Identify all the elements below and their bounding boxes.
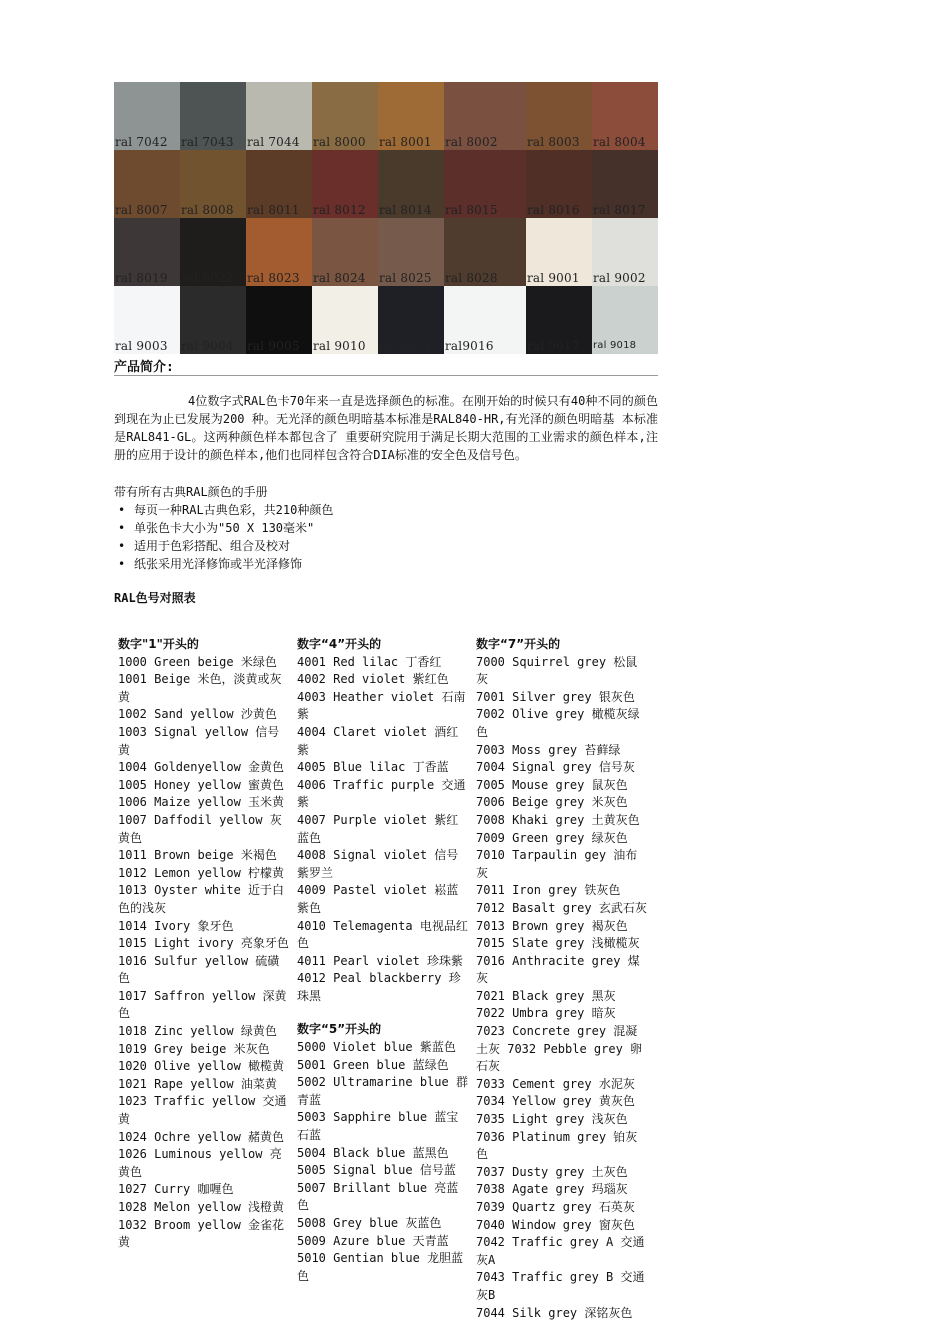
swatch-code: ral 8001 [379, 135, 432, 149]
color-swatch [526, 218, 592, 286]
swatch-code: ral 8008 [181, 203, 234, 217]
color-swatch-grid [114, 82, 658, 354]
color-entry: 1006 Maize yellow 玉米黄 [118, 795, 285, 810]
color-swatch [592, 82, 658, 150]
color-swatch [312, 218, 378, 286]
swatch-code: ral 8011 [247, 203, 300, 217]
swatch-code: ral 8000 [313, 135, 366, 149]
color-entry: 7042 Traffic grey A 交通灰A [476, 1235, 645, 1267]
bullet-icon: • [118, 503, 126, 517]
color-entry: 1013 Oyster white 近于白色的浅灰 [118, 883, 285, 915]
color-swatch [312, 286, 378, 354]
color-entry: 4004 Claret violet 酒红紫 [297, 724, 459, 757]
color-entry: 1002 Sand yellow 沙黄色 [118, 707, 277, 722]
color-entry: 4012 Peal blackberry 珍珠黑 [297, 971, 461, 1003]
swatch-code: ral 8025 [379, 271, 432, 285]
color-entry: 4002 Red violet 紫红色 [297, 672, 449, 687]
manual-title: 带有所有古典RAL颜色的手册 [114, 485, 268, 499]
list-item [114, 537, 658, 555]
color-swatch [526, 82, 592, 150]
swatch-code: ral 8004 [593, 135, 646, 149]
color-entry: 1015 Light ivory 亮象牙色 [118, 936, 289, 951]
swatch-code: ral 8022 [181, 271, 234, 285]
bullet-icon: • [118, 539, 126, 553]
color-entry: 1001 Beige 米色，淡黄或灰黄 [118, 672, 282, 704]
swatch-code: ral 8019 [115, 271, 168, 285]
swatch-code: ral 8024 [313, 271, 366, 285]
color-entry: 1032 Broom yellow 金雀花黄 [118, 1217, 285, 1250]
color-entry: 7037 Dusty grey 土灰色 [476, 1164, 628, 1179]
color-swatch [592, 150, 658, 218]
color-swatch [114, 286, 180, 354]
list-item [114, 501, 658, 519]
color-entry: 7006 Beige grey 米灰色 [476, 795, 628, 810]
color-swatch [378, 82, 444, 150]
color-entry: 7022 Umbra grey 暗灰 [476, 1006, 616, 1021]
color-entry: 1007 Daffodil yellow 灰黄色 [118, 812, 282, 845]
color-swatch [312, 150, 378, 218]
swatch-code: ral 8014 [379, 203, 432, 217]
color-swatch [444, 218, 526, 286]
color-swatch [180, 82, 246, 150]
color-swatch [444, 286, 526, 354]
color-entry: 7034 Yellow grey 黄灰色 [476, 1094, 635, 1109]
color-entry: 1004 Goldenyellow 金黄色 [118, 760, 285, 775]
color-entry: 7009 Green grey 绿灰色 [476, 830, 628, 845]
swatch-code: ral 8016 [527, 203, 580, 217]
column-heading: 数字"1"开头的 [118, 637, 199, 651]
color-entry: 7005 Mouse grey 鼠灰色 [476, 777, 628, 792]
color-entry: 1026 Luminous yellow 亮黄色 [118, 1147, 282, 1179]
color-swatch [180, 150, 246, 218]
color-swatch [312, 82, 378, 150]
color-swatch [592, 218, 658, 286]
color-entry: 4006 Traffic purple 交通紫 [297, 777, 466, 810]
color-entry: 7012 Basalt grey 玄武石灰 [476, 900, 647, 915]
color-entry: 1012 Lemon yellow 柠檬黄 [118, 865, 285, 880]
color-swatch [246, 150, 312, 218]
list-item-text: 纸张采用光泽修饰或半光泽修饰 [134, 557, 303, 571]
color-entry: 4010 Telemagenta 电视品红色 [297, 918, 468, 951]
swatch-code: ral 9017 [527, 339, 580, 353]
color-entry: 1028 Melon yellow 浅橙黄 [118, 1200, 285, 1214]
swatch-code: ral 7043 [181, 135, 234, 149]
color-entry: 5010 Gentian blue 龙胆蓝色 [297, 1251, 464, 1283]
color-swatch [246, 82, 312, 150]
swatch-code: ral 8003 [527, 135, 580, 149]
color-swatch [180, 218, 246, 286]
color-swatch [378, 286, 444, 354]
swatch-code: ral 9005 [247, 339, 300, 353]
color-entry: 7016 Anthracite grey 煤灰 [476, 953, 640, 986]
swatch-code: ral 9011 [379, 339, 432, 353]
color-swatch [378, 218, 444, 286]
color-entry: 1023 Traffic yellow 交通黄 [118, 1094, 287, 1127]
list-item-text: 每页一种RAL古典色彩，共210种颜色 [134, 503, 334, 517]
table-title: RAL色号对照表 [114, 591, 196, 605]
color-entry: 5000 Violet blue 紫蓝色 [297, 1040, 456, 1055]
spacer [297, 1005, 469, 1021]
list-item [114, 519, 658, 537]
color-entry: 4011 Pearl violet 珍珠紫 [297, 953, 464, 968]
color-entry: 7004 Signal grey 信号灰 [476, 760, 635, 775]
color-entry: 7015 Slate grey 浅橄榄灰 [476, 936, 640, 951]
swatch-code: ral 8023 [247, 271, 300, 285]
swatch-code: ral 9001 [527, 271, 580, 285]
color-swatch [526, 150, 592, 218]
color-entry: 4008 Signal violet 信号紫罗兰 [297, 848, 459, 880]
list-item [114, 555, 658, 573]
color-entry: 1020 Olive yellow 橄榄黄 [118, 1059, 285, 1074]
swatch-code: ral 9010 [313, 339, 366, 353]
color-entry: 5009 Azure blue 天青蓝 [297, 1233, 449, 1248]
color-entry: 5003 Sapphire blue 蓝宝石蓝 [297, 1110, 459, 1143]
color-entry: 7003 Moss grey 苔藓绿 [476, 742, 621, 757]
section-title: 产品简介: [114, 356, 658, 376]
swatch-code: ral 8017 [593, 203, 646, 217]
color-swatch [114, 218, 180, 286]
color-entry: 7000 Squirrel grey 松鼠灰 [476, 654, 638, 687]
color-entry: 7033 Cement grey 水泥灰 [476, 1076, 635, 1091]
color-entry: 7008 Khaki grey 土黄灰色 [476, 812, 640, 827]
document-page [114, 82, 658, 607]
color-entry: 5005 Signal blue 信号蓝 [297, 1163, 456, 1178]
feature-list [114, 501, 658, 573]
swatch-code: ral 9002 [593, 271, 646, 285]
list-item-text: 适用于色彩搭配、组合及校对 [134, 539, 291, 553]
swatch-code: ral 8002 [445, 135, 498, 149]
column-heading: 数字“5”开头的 [297, 1022, 382, 1037]
swatch-code: ral 9018 [593, 340, 637, 351]
color-entry: 5004 Black blue 蓝黑色 [297, 1145, 449, 1160]
column-1 [118, 636, 290, 1252]
color-entry: 7043 Traffic grey B 交通灰B [476, 1270, 645, 1302]
color-entry: 1024 Ochre yellow 赭黄色 [118, 1129, 285, 1144]
color-entry: 1027 Curry 咖喱色 [118, 1182, 234, 1197]
color-entry: 7044 Silk grey 深铭灰色 [476, 1305, 633, 1320]
color-entry: 1003 Signal yellow 信号黄 [118, 724, 280, 757]
color-swatch [246, 286, 312, 354]
color-entry: 4009 Pastel violet 崧蓝紫色 [297, 883, 459, 915]
color-entry: 7021 Black grey 黑灰 [476, 988, 616, 1003]
color-entry: 5001 Green blue 蓝绿色 [297, 1057, 449, 1072]
color-entry: 7036 Platinum grey 铂灰色 [476, 1129, 638, 1162]
column-heading: 数字“7”开头的 [476, 637, 561, 651]
color-entry: 7010 Tarpaulin gey 油布灰 [476, 848, 638, 880]
color-swatch [526, 286, 592, 354]
color-swatch [378, 150, 444, 218]
color-swatch [180, 286, 246, 354]
color-entry: 7023 Concrete grey 混凝土灰 7032 Pebble grey 卵石灰 [476, 1024, 643, 1074]
swatch-code: ral 7042 [115, 135, 168, 149]
swatch-code: ral 8015 [445, 203, 498, 217]
color-entry: 5002 Ultramarine blue 群青蓝 [297, 1075, 468, 1107]
color-entry: 5008 Grey blue 灰蓝色 [297, 1216, 442, 1230]
color-entry: 7011 Iron grey 铁灰色 [476, 883, 621, 898]
color-swatch [114, 82, 180, 150]
column-4-5 [297, 636, 469, 1285]
swatch-code: ral 8028 [445, 271, 498, 285]
color-swatch [114, 150, 180, 218]
color-swatch [246, 218, 312, 286]
color-entry: 7013 Brown grey 褐灰色 [476, 918, 628, 933]
color-entry: 7040 Window grey 窗灰色 [476, 1217, 635, 1232]
color-entry: 1018 Zinc yellow 绿黄色 [118, 1024, 277, 1039]
swatch-code: ral 9003 [115, 339, 168, 353]
color-swatch [444, 82, 526, 150]
swatch-code: ral 8007 [115, 203, 168, 217]
color-entry: 7039 Quartz grey 石英灰 [476, 1200, 635, 1214]
color-entry: 5007 Brillant blue 亮蓝色 [297, 1180, 459, 1213]
color-entry: 1005 Honey yellow 蜜黄色 [118, 777, 285, 792]
color-entry: 1000 Green beige 米绿色 [118, 654, 277, 669]
color-entry: 1019 Grey beige 米灰色 [118, 1041, 270, 1056]
color-entry: 4007 Purple violet 紫红蓝色 [297, 812, 459, 845]
color-swatch [592, 286, 658, 354]
color-entry: 4003 Heather violet 石南紫 [297, 689, 466, 722]
color-swatch [444, 150, 526, 218]
swatch-code: ral 8012 [313, 203, 366, 217]
bullet-icon: • [118, 521, 126, 535]
color-entry: 1017 Saffron yellow 深黄色 [118, 988, 287, 1021]
color-entry: 7038 Agate grey 玛瑙灰 [476, 1182, 628, 1197]
color-entry: 4005 Blue lilac 丁香蓝 [297, 760, 449, 775]
intro-paragraph: 4位数字式RAL色卡70年来一直是选择颜色的标准。在刚开始的时候只有40种不同的颜色到现在为止已发展为200 种。无光泽的颜色明暗基本标准是RAL840-HR,有光泽的颜色明暗基 本标准是RAL841-GL。这两种颜色样本都包含了 重要研究院用于满足长期大范围的工业需求的颜色样本,注册的应用于设计的颜色样本,他们也同样包含符合DIA标准的安全色及信号色。 [114, 394, 658, 462]
color-entry: 7002 Olive grey 橄榄灰绿色 [476, 707, 640, 739]
bullet-icon: • [118, 557, 126, 571]
swatch-code: ral9016 [445, 339, 494, 353]
color-entry: 1011 Brown beige 米褐色 [118, 848, 277, 863]
color-entry: 1014 Ivory 象牙色 [118, 918, 234, 933]
list-item-text: 单张色卡大小为"50 X 130毫米" [134, 521, 315, 535]
color-entry: 1021 Rape yellow 油菜黄 [118, 1076, 277, 1091]
color-entry: 1016 Sulfur yellow 硫磺色 [118, 953, 280, 986]
column-7 [476, 636, 648, 1322]
column-heading: 数字“4”开头的 [297, 637, 382, 651]
swatch-code: ral 7044 [247, 135, 300, 149]
color-entry: 7035 Light grey 浅灰色 [476, 1112, 628, 1127]
color-entry: 7001 Silver grey 银灰色 [476, 689, 635, 704]
swatch-code: ral 9004 [181, 339, 234, 353]
color-entry: 4001 Red lilac 丁香红 [297, 654, 442, 669]
